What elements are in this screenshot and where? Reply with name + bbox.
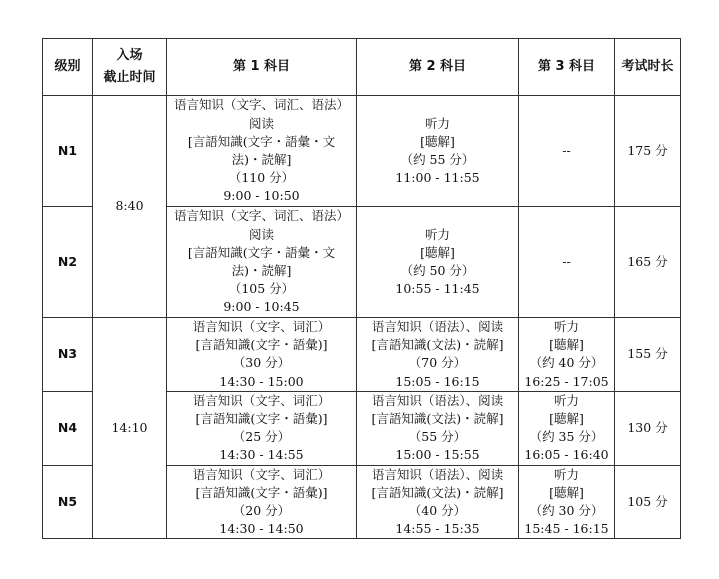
subject-2-cell (357, 465, 519, 539)
subject-2-cell (357, 207, 519, 318)
subject-line: [聴解] (549, 337, 584, 353)
subject-line: [聴解] (420, 244, 455, 260)
level-cell: N2 (43, 207, 93, 318)
subject-line: （约 40 分） (529, 355, 604, 371)
subject-line: （约 50 分） (400, 263, 475, 278)
duration-cell: 130 分 (615, 391, 681, 465)
subject-line: （25 分） (232, 429, 291, 445)
subject-line: 阅读 (248, 115, 274, 131)
header-entry-line1: 入场 (116, 48, 143, 63)
subject-line: [言語知識(文字・語彙)] (195, 484, 328, 500)
subject-line: （约 35 分） (529, 429, 604, 445)
subject-time: 11:00 - 11:55 (395, 170, 480, 186)
subject-3-cell (519, 391, 615, 465)
subject-line: [言語知識(文字・語彙)] (195, 411, 328, 427)
subject-line: 听力 (553, 466, 579, 482)
subject-line: 法)・読解] (231, 152, 292, 167)
level-cell: N3 (43, 318, 93, 392)
subject-3-cell: -- (519, 207, 615, 318)
subject-line: 语言知识（语法）、阅读 (371, 392, 504, 408)
subject-line: （105 分） (228, 281, 295, 297)
subject-line: 听力 (553, 319, 579, 334)
subject-line: 法)・読解] (231, 263, 292, 278)
subject-1-cell (167, 207, 357, 318)
duration-cell: 105 分 (615, 465, 681, 539)
subject-2-cell (357, 318, 519, 392)
subject-line: （110 分） (228, 170, 295, 186)
subject-1-cell (167, 96, 357, 207)
subject-line: （40 分） (408, 503, 467, 519)
subject-line: 语言知识（文字、词汇） (192, 392, 331, 408)
level-cell: N4 (43, 391, 93, 465)
header-subject-2: 第 2 科目 (357, 39, 519, 96)
subject-line: （20 分） (232, 503, 291, 519)
subject-line: [聴解] (420, 133, 455, 149)
subject-line: [言語知識(文法)・読解] (371, 411, 504, 427)
subject-3-cell (519, 465, 615, 539)
subject-line: （约 30 分） (529, 503, 604, 519)
subject-1-cell (167, 465, 357, 539)
subject-time: 14:55 - 15:35 (395, 521, 480, 537)
header-subject-1: 第 1 科目 (167, 39, 357, 96)
header-duration: 考试时长 (615, 39, 681, 96)
header-level: 级别 (43, 39, 93, 96)
subject-line: 听力 (553, 392, 579, 408)
subject-time: 10:55 - 11:45 (395, 281, 480, 297)
duration-cell: 175 分 (615, 96, 681, 207)
subject-line: 语言知识（文字、词汇） (192, 466, 331, 482)
subject-line: [聴解] (549, 411, 584, 427)
table-row-n1 (43, 96, 681, 207)
subject-time: 14:30 - 15:00 (219, 373, 304, 389)
header-row (43, 39, 681, 96)
subject-line: 阅读 (248, 226, 274, 242)
subject-line: 听力 (424, 115, 450, 131)
subject-time: 15:45 - 16:15 (524, 521, 609, 537)
subject-time: 16:25 - 17:05 (524, 373, 609, 389)
subject-line: [言語知識(文法)・読解] (371, 484, 504, 500)
subject-line: [言語知識(文字・語彙・文 (187, 133, 336, 149)
subject-line: （70 分） (408, 355, 467, 371)
entry-time-morning: 8:40 (93, 96, 167, 318)
subject-line: [聴解] (549, 484, 584, 500)
subject-time: 14:30 - 14:50 (219, 521, 304, 537)
header-entry-line2: 截止时间 (103, 70, 156, 85)
level-cell: N5 (43, 465, 93, 539)
subject-line: 语言知识（语法）、阅读 (371, 319, 504, 334)
subject-3-cell: -- (519, 96, 615, 207)
header-subject-3: 第 3 科目 (519, 39, 615, 96)
subject-line: 听力 (424, 226, 450, 242)
subject-1-cell (167, 391, 357, 465)
subject-line: （30 分） (232, 355, 291, 371)
level-cell: N1 (43, 96, 93, 207)
exam-schedule-table (42, 38, 681, 539)
subject-time: 15:05 - 16:15 (395, 373, 480, 389)
subject-3-cell (519, 318, 615, 392)
table-row-n3 (43, 318, 681, 392)
subject-time: 16:05 - 16:40 (524, 447, 609, 463)
subject-line: [言語知識(文法)・読解] (371, 337, 504, 353)
header-entry-deadline (93, 39, 167, 96)
subject-time: 9:00 - 10:50 (223, 188, 300, 204)
subject-line: 语言知识（文字、词汇、语法） (173, 208, 349, 224)
entry-time-afternoon: 14:10 (93, 318, 167, 539)
subject-2-cell (357, 391, 519, 465)
subject-time: 14:30 - 14:55 (219, 447, 304, 463)
subject-line: [言語知識(文字・語彙)] (195, 337, 328, 353)
subject-line: （55 分） (408, 429, 467, 445)
subject-line: 语言知识（文字、词汇） (192, 319, 331, 334)
subject-time: 15:00 - 15:55 (395, 447, 480, 463)
subject-line: 语言知识（语法）、阅读 (371, 466, 504, 482)
duration-cell: 155 分 (615, 318, 681, 392)
subject-line: （约 55 分） (400, 152, 475, 167)
subject-2-cell (357, 96, 519, 207)
subject-line: [言語知識(文字・語彙・文 (187, 244, 336, 260)
subject-1-cell (167, 318, 357, 392)
duration-cell: 165 分 (615, 207, 681, 318)
subject-line: 语言知识（文字、词汇、语法） (173, 97, 349, 113)
subject-time: 9:00 - 10:45 (223, 299, 300, 315)
